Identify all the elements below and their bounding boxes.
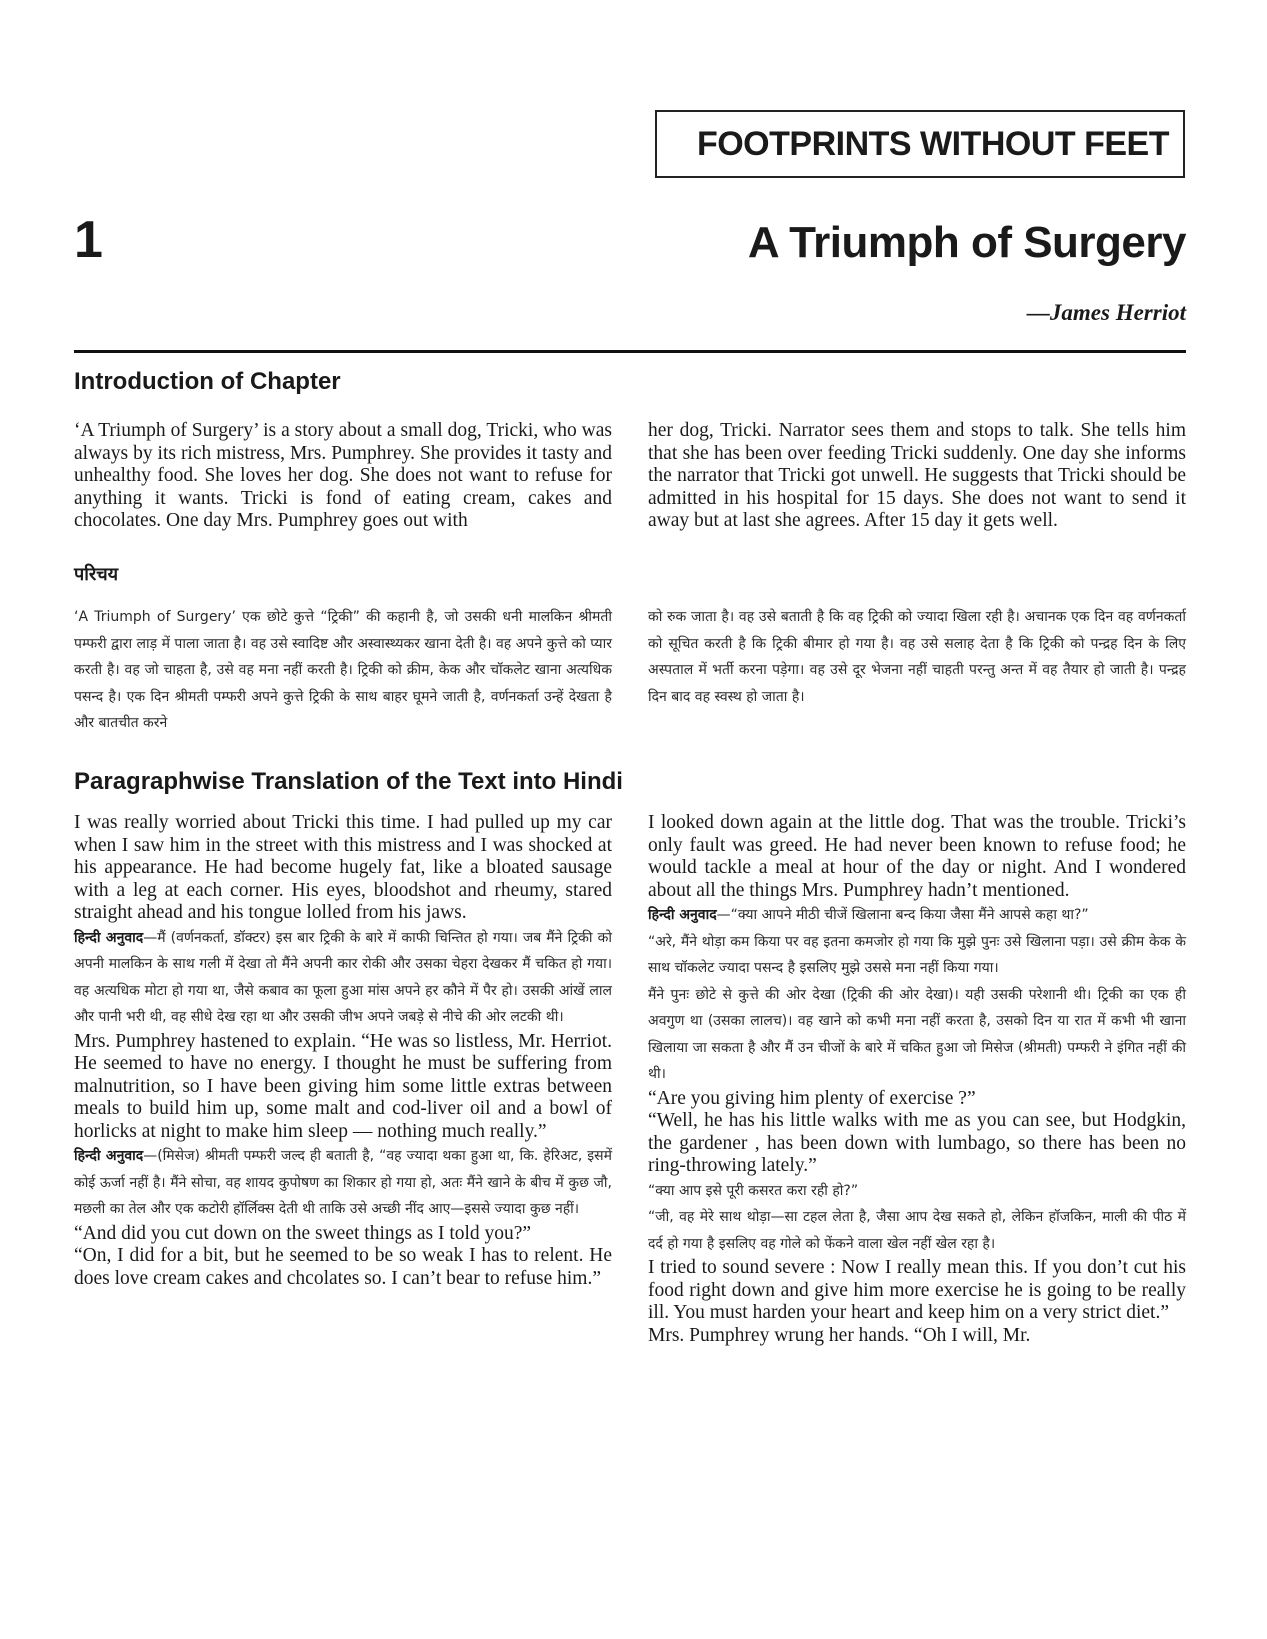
paragraph-text: —“क्या आपने मीठी चीजें खिलाना बन्द किया जैसा मैंने आपसे कहा था?”: [716, 907, 1089, 923]
english-paragraph: [648, 1325, 1186, 1348]
hindi-paragraph: [648, 1178, 1186, 1205]
hindi-paragraph: [648, 982, 1186, 1088]
hindi-paragraph: [74, 1143, 612, 1223]
chapter-number: 1: [74, 211, 103, 269]
paragraph-text: Mrs. Pumphrey wrung her hands. “Oh I will, Mr.: [648, 1324, 1031, 1346]
parichay-heading: परिचय: [74, 564, 119, 585]
paragraph-text: —मैं (वर्णनकर्ता, डॉक्टर) इस बार ट्रिकी के बारे में काफी चिन्तित हो गया। जब मैंने ट्रिकी को अपनी मालकिन के साथ गली में देखा तो मैंने अपनी कार रोकी और उसका चेहरा देखकर मैं चकित हो गया। वह अत्यधिक मोटा हो गया था, जैसे कबाव का फूला हुआ मांस अपने हर कौने में पैर हो। उसकी आंखें लाल और पानी भरी थी, वह सीधे देख रहा था और उसकी जीभ अपने जबड़े से नीचे की ओर लटकी थी।: [74, 929, 612, 1025]
paragraph-text: “On, I did for a bit, but he seemed to be so weak I has to relent. He does love cream cakes and chcolates so. I can’t bear to refuse him.”: [74, 1245, 612, 1289]
parichay-left-column: [74, 604, 612, 737]
paragraph-text: “क्या आप इसे पूरी कसरत करा रही हो?”: [648, 1182, 859, 1199]
intro-heading: Introduction of Chapter: [74, 368, 341, 395]
hindi-paragraph: [648, 902, 1186, 929]
english-paragraph: [74, 812, 612, 925]
paragraph-text: I was really worried about Tricki this time. I had pulled up my car when I saw him in the street with this mistress and I was shocked at his appearance. He had become hugely fat, like a bloated sausage with a leg at each corner. His eyes, bloodshot and rheumy, stared straight ahead and his tongue lolled from his jaws.: [74, 812, 612, 923]
hindi-translation-label: हिन्दी अनुवाद: [74, 1148, 144, 1164]
english-paragraph: [648, 1257, 1186, 1325]
paragraph-text: “जी, वह मेरे साथ थोड़ा—सा टहल लेता है, जैसा आप देख सकते हो, लेकिन हॉजकिन, माली की पीठ में दर्द हो गया है इसलिए वह गोले को फेंकने वाला खेल नहीं खेल रहा है।: [648, 1209, 1186, 1252]
intro-left-column: [74, 420, 612, 533]
parichay-left-text: ‘A Triumph of Surgery’ एक छोटे कुत्ते “ट्रिकी” की कहानी है, जो उसकी धनी मालकिन श्रीमती पम्फरी द्वारा लाड़ में पाला जाता है। वह उसे स्वादिष्ट और अस्वास्थ्यकर खाना देती है। वह अपने कुत्ते को प्यार करती है। वह जो चाहता है, उसे वह मना नहीं करती है। ट्रिकी को क्रीम, केक और चॉकलेट खाना अत्यधिक पसन्द है। एक दिन श्रीमती पम्फरी अपने कुत्ते ट्रिकी के साथ बाहर घूमने जाती है, वर्णनकर्ता उन्हें देखता है और बातचीत करने: [74, 609, 612, 731]
paragraph-text: “अरे, मैंने थोड़ा कम किया पर वह इतना कमजोर हो गया कि मुझे पुनः उसे खिलाना पड़ा। उसे क्रीम केक के साथ चॉकलेट ज्यादा पसन्द है इसलिए मुझे उससे मना नहीं किया गया।: [648, 933, 1186, 976]
parichay-right-text: को रुक जाता है। वह उसे बताती है कि वह ट्रिकी को ज्यादा खिला रही है। अचानक एक दिन वह वर्णनकर्ता को सूचित करती है कि ट्रिकी बीमार हो गया है। वह उसे सलाह देता है कि ट्रिकी को पन्द्रह दिन के लिए अस्पताल में भर्ती करना पड़ेगा। वह उसे दूर भेजना नहीं चाहती परन्तु अन्त में वह तैयार हो जाती है। पन्द्रह दिन बाद वह स्वस्थ हो जाता है।: [648, 609, 1186, 705]
hindi-paragraph: [648, 929, 1186, 982]
hindi-translation-label: हिन्दी अनुवाद: [74, 929, 144, 946]
book-title: FOOTPRINTS WITHOUT FEET: [696, 124, 1169, 163]
paragraph-text: Mrs. Pumphrey hastened to explain. “He was so listless, Mr. Herriot. He seemed to have no energy. I thought he must be suffering from malnutrition, so I have been giving him some little extras between meals to build him up, some malt and cod-liver oil and a bowl of horlicks at night to make him sleep — nothing much really.”: [74, 1030, 612, 1142]
intro-right-column: [648, 420, 1186, 533]
chapter-author: —James Herriot: [1026, 300, 1186, 325]
paragraph-text: “Are you giving him plenty of exercise ?”: [648, 1087, 976, 1109]
hindi-paragraph: [648, 1204, 1186, 1257]
translation-right-column: [648, 812, 1186, 1347]
intro-left-text: ‘A Triumph of Surgery’ is a story about a small dog, Tricki, who was always by its rich mistress, Mrs. Pumphrey. She provides it tasty and unhealthy food. She loves her dog. She does not want to refuse for anything it wants. Tricki is fond of eating cream, cakes and chocolates. One day Mrs. Pumphrey goes out with: [74, 420, 612, 531]
title-divider: [74, 350, 1186, 353]
paragraph-text: —(मिसेज) श्रीमती पम्फरी जल्द ही बताती है, “वह ज्यादा थका हुआ था, कि. हेरिअट, इसमें कोई ऊर्जा नहीं है। मैंने सोचा, वह शायद कुपोषण का शिकार हो गया हो, अतः मैंने खाने के बीच में कुछ जौ, मछली का तेल और एक कटोरी हॉर्लिक्स देती थी ताकि उसे अच्छी नींद आए—इससे ज्यादा कुछ नहीं।: [74, 1148, 612, 1217]
paragraph-text: “And did you cut down on the sweet things as I told you?”: [74, 1222, 532, 1244]
english-paragraph: [74, 1223, 612, 1246]
paragraph-text: I tried to sound severe : Now I really mean this. If you don’t cut his food right down and give him more exercise he is going to be really ill. You must harden your heart and keep him on a very strict diet.”: [648, 1257, 1186, 1323]
english-paragraph: [648, 1110, 1186, 1178]
english-paragraph: [648, 812, 1186, 902]
english-paragraph: [74, 1245, 612, 1290]
hindi-paragraph: [74, 925, 612, 1031]
english-paragraph: [74, 1031, 612, 1144]
book-title-box: [655, 110, 1185, 178]
paragraph-text: “Well, he has his little walks with me as you can see, but Hodgkin, the gardener , has been down with lumbago, so there has been no ring-throwing lately.”: [648, 1110, 1186, 1176]
parichay-right-column: [648, 604, 1186, 710]
translation-left-column: [74, 812, 612, 1290]
intro-right-text: her dog, Tricki. Narrator sees them and stops to talk. She tells him that she has been over feeding Tricki suddenly. One day she informs the narrator that Tricki got unwell. He suggests that Tricki should be admitted in his hospital for 15 days. She does not want to send it away but at last she agrees. After 15 day it gets well.: [648, 420, 1186, 531]
chapter-title: A Triumph of Surgery: [747, 218, 1186, 267]
paragraph-text: I looked down again at the little dog. That was the trouble. Tricki’s only fault was greed. He had never been known to refuse food; he would tackle a meal at hour of the day or night. And I wondered about all the things Mrs. Pumphrey hadn’t mentioned.: [648, 812, 1186, 901]
paragraph-text: मैंने पुनः छोटे से कुत्ते की ओर देखा (ट्रिकी की ओर देखा)। यही उसकी परेशानी थी। ट्रिकी का एक ही अवगुण था (उसका लालच)। वह खाने को कभी मना नहीं करता है, उसको दिन या रात में कभी भी खाना खिलाया जा सकता है और मैं उन चीजों के बारे में चकित हुआ जो मिसेज (श्रीमती) पम्फरी ने इंगित नहीं की थी।: [648, 986, 1186, 1082]
english-paragraph: [648, 1088, 1186, 1111]
hindi-translation-label: हिन्दी अनुवाद: [648, 907, 717, 923]
translation-heading: Paragraphwise Translation of the Text into Hindi: [74, 768, 623, 795]
